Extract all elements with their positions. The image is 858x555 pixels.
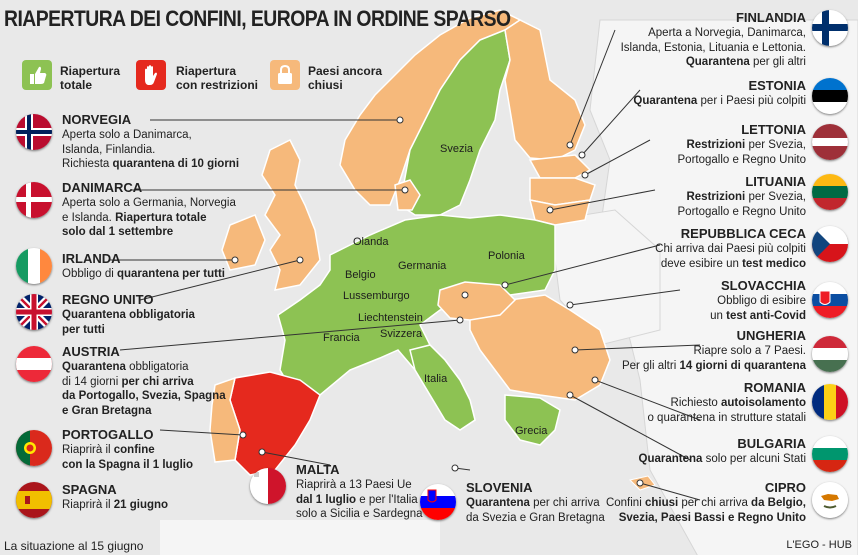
country-label-liechtenstein: Liechtenstein [358,312,423,324]
slovakia-flag-icon [812,282,848,318]
entry-line: Obbligo di quarantena per tutti [62,268,225,280]
slovenia-flag-icon [420,484,456,520]
entry-cipro: CIPRO Confini chiusi per chi arriva da Belgio, Svezia, Paesi Bassi e Regno Unito [605,480,806,524]
country-label-italia: Italia [424,373,448,385]
entry-line: Chi arriva dai Paesi più colpiti [655,243,806,255]
entry-line: Svezia, Paesi Bassi e Regno Unito [618,511,806,524]
entry-line: Quarantena per i Paesi più colpiti [633,95,806,107]
entry-line: da Svezia e Gran Bretagna [466,511,605,524]
malta-flag-icon [250,468,286,504]
romania-flag-icon [812,384,848,420]
entry-line: con la Spagna il 1 luglio [62,458,193,471]
entry-line: Riaprirà il 21 giugno [62,499,169,511]
uk-flag-icon [16,294,52,330]
entry-romania: ROMANIA Richiesto autoisolamento o quarantena in strutture statali [647,380,806,424]
entry-line: Richiesto autoisolamento [670,397,806,409]
entry-line: dal 1 luglio e per l'Italia [296,493,418,506]
entry-line: solo a Sicilia e Sardegna [296,508,423,520]
entry-norvegia: NORVEGIA Aperta solo a Danimarca, Islanda, Finlandia. Richiesta quarantena di 10 giorni [62,112,240,170]
entry-regno-unito: REGNO UNITO Quarantena obbligatoria per tutti [62,292,195,336]
entry-line: Aperta solo a Germania, Norvegia [62,197,236,209]
entry-line: da Portogallo, Svezia, Spagna [62,390,226,402]
country-label-polonia: Polonia [488,250,525,262]
entry-line: Islanda, Estonia, Lituania e Lettonia. [620,41,806,54]
czech-flag-icon [812,226,848,262]
entry-line: Islanda, Finlandia. [62,143,156,156]
entry-slovacchia: SLOVACCHIA Obbligo di esibire un test anti-Covid [710,278,806,322]
entry-line: un test anti-Covid [710,309,806,322]
country-label-olanda: Olanda [353,236,389,248]
entry-line: Per gli altri 14 giorni di quarantena [621,359,806,372]
legend-label-restricted: Riapertura con restrizioni [176,64,259,92]
entry-repubblica-ceca: REPUBBLICA CECA Chi arriva dai Paesi più colpiti deve esibire un test medico [655,226,806,270]
legend-label-closed: Paesi ancora chiusi [308,64,383,92]
norway-flag-icon [16,114,52,150]
spain-flag-icon [16,482,52,518]
cyprus-flag-icon [812,482,848,518]
entry-line: Portogallo e Regno Unito [677,205,806,218]
entry-line: Obbligo di esibire [717,295,806,307]
entry-line: Aperta a Norvegia, Danimarca, [648,27,806,39]
entry-line: Quarantena obbligatoria [62,361,189,373]
entry-line: Portogallo e Regno Unito [677,153,806,166]
entry-line: Confini chiusi per chi arriva da Belgio, [605,497,806,509]
lithuania-flag-icon [812,174,848,210]
entry-line: Quarantena per gli altri [685,56,806,68]
legend-swatch-closed [270,60,300,90]
portugal-flag-icon [16,430,52,466]
latvia-flag-icon [812,124,848,160]
entry-line: Quarantena per chi arriva [466,497,600,509]
entry-line: per tutti [62,323,105,336]
entry-estonia: ESTONIA Quarantena per i Paesi più colpiti [633,78,806,107]
entry-irlanda: IRLANDA Obbligo di quarantena per tutti [62,251,225,280]
entry-malta: MALTA Riaprirà a 13 Paesi Ue dal 1 luglio e per l'Italia solo a Sicilia e Sardegna [296,462,423,520]
denmark-flag-icon [16,182,52,218]
entry-spagna: SPAGNA Riaprirà il 21 giugno [62,482,169,511]
bulgaria-flag-icon [812,436,848,472]
legend-swatch-restricted [136,60,166,90]
legend-swatch-open [22,60,52,90]
entry-bulgaria: BULGARIA Quarantena solo per alcuni Stati [638,436,806,465]
entry-finlandia: FINLANDIA Aperta a Norvegia, Danimarca, Islanda, Estonia, Lituania e Lettonia. Quarantena per gli altri [620,10,806,68]
country-label-belgio: Belgio [345,269,376,281]
entry-line: Riapre solo a 7 Paesi. [693,345,806,357]
entry-slovenia: SLOVENIA Quarantena per chi arriva da Svezia e Gran Bretagna [466,480,605,524]
entry-lettonia: LETTONIA Restrizioni per Svezia, Portogallo e Regno Unito [677,122,806,166]
entry-line: Restrizioni per Svezia, [686,139,806,151]
entry-line: e Islanda. Riapertura totale [62,211,207,224]
page-title: RIAPERTURA DEI CONFINI, EUROPA IN ORDINE SPARSO [4,6,511,31]
country-label-germania: Germania [398,260,447,272]
padlock-icon [270,60,300,90]
entry-line: Restrizioni per Svezia, [686,191,806,203]
entry-line: deve esibire un test medico [660,257,806,270]
estonia-flag-icon [812,78,848,114]
entry-portogallo: PORTOGALLO Riaprirà il confine con la Spagna il 1 luglio [62,427,193,471]
entry-lituania: LITUANIA Restrizioni per Svezia, Portogallo e Regno Unito [677,174,806,218]
entry-line: Quarantena obbligatoria [62,309,195,321]
entry-line: Aperta solo a Danimarca, [62,129,192,141]
thumbs-up-icon [22,60,52,90]
footer-credit: L'EGO - HUB [786,539,852,551]
entry-ungheria: UNGHERIA Riapre solo a 7 Paesi. Per gli altri 14 giorni di quarantena [621,328,806,372]
country-label-svizzera: Svizzera [380,328,423,340]
entry-line: Riaprirà il confine [62,444,155,456]
austria-flag-icon [16,346,52,382]
finland-flag-icon [812,10,848,46]
entry-line: e Gran Bretagna [62,404,152,417]
entry-line: Riaprirà a 13 Paesi Ue [296,479,412,491]
stop-hand-icon [136,60,166,90]
hungary-flag-icon [812,336,848,372]
footer-date: La situazione al 15 giugno [4,539,144,553]
legend-label-open: Riapertura totale [60,64,121,92]
entry-line: solo dal 1 settembre [62,226,174,238]
entry-austria: AUSTRIA Quarantena obbligatoria di 14 giorni per chi arriva da Portogallo, Svezia, Spagna e Gran Bretagna [62,344,226,417]
ireland-flag-icon [16,248,52,284]
entry-line: Richiesta quarantena di 10 giorni [62,158,240,170]
entry-line: o quarantena in strutture statali [647,411,806,424]
country-label-francia: Francia [323,332,360,344]
entry-line: di 14 giorni per chi arriva [62,375,194,388]
north-africa-land [160,520,440,555]
entry-line: Quarantena solo per alcuni Stati [638,453,806,465]
country-label-svezia: Svezia [440,143,474,155]
country-label-grecia: Grecia [515,425,548,437]
entry-danimarca: DANIMARCA Aperta solo a Germania, Norvegia e Islanda. Riapertura totale solo dal 1 settembre [62,180,236,238]
country-label-lussemburgo: Lussemburgo [343,290,410,302]
